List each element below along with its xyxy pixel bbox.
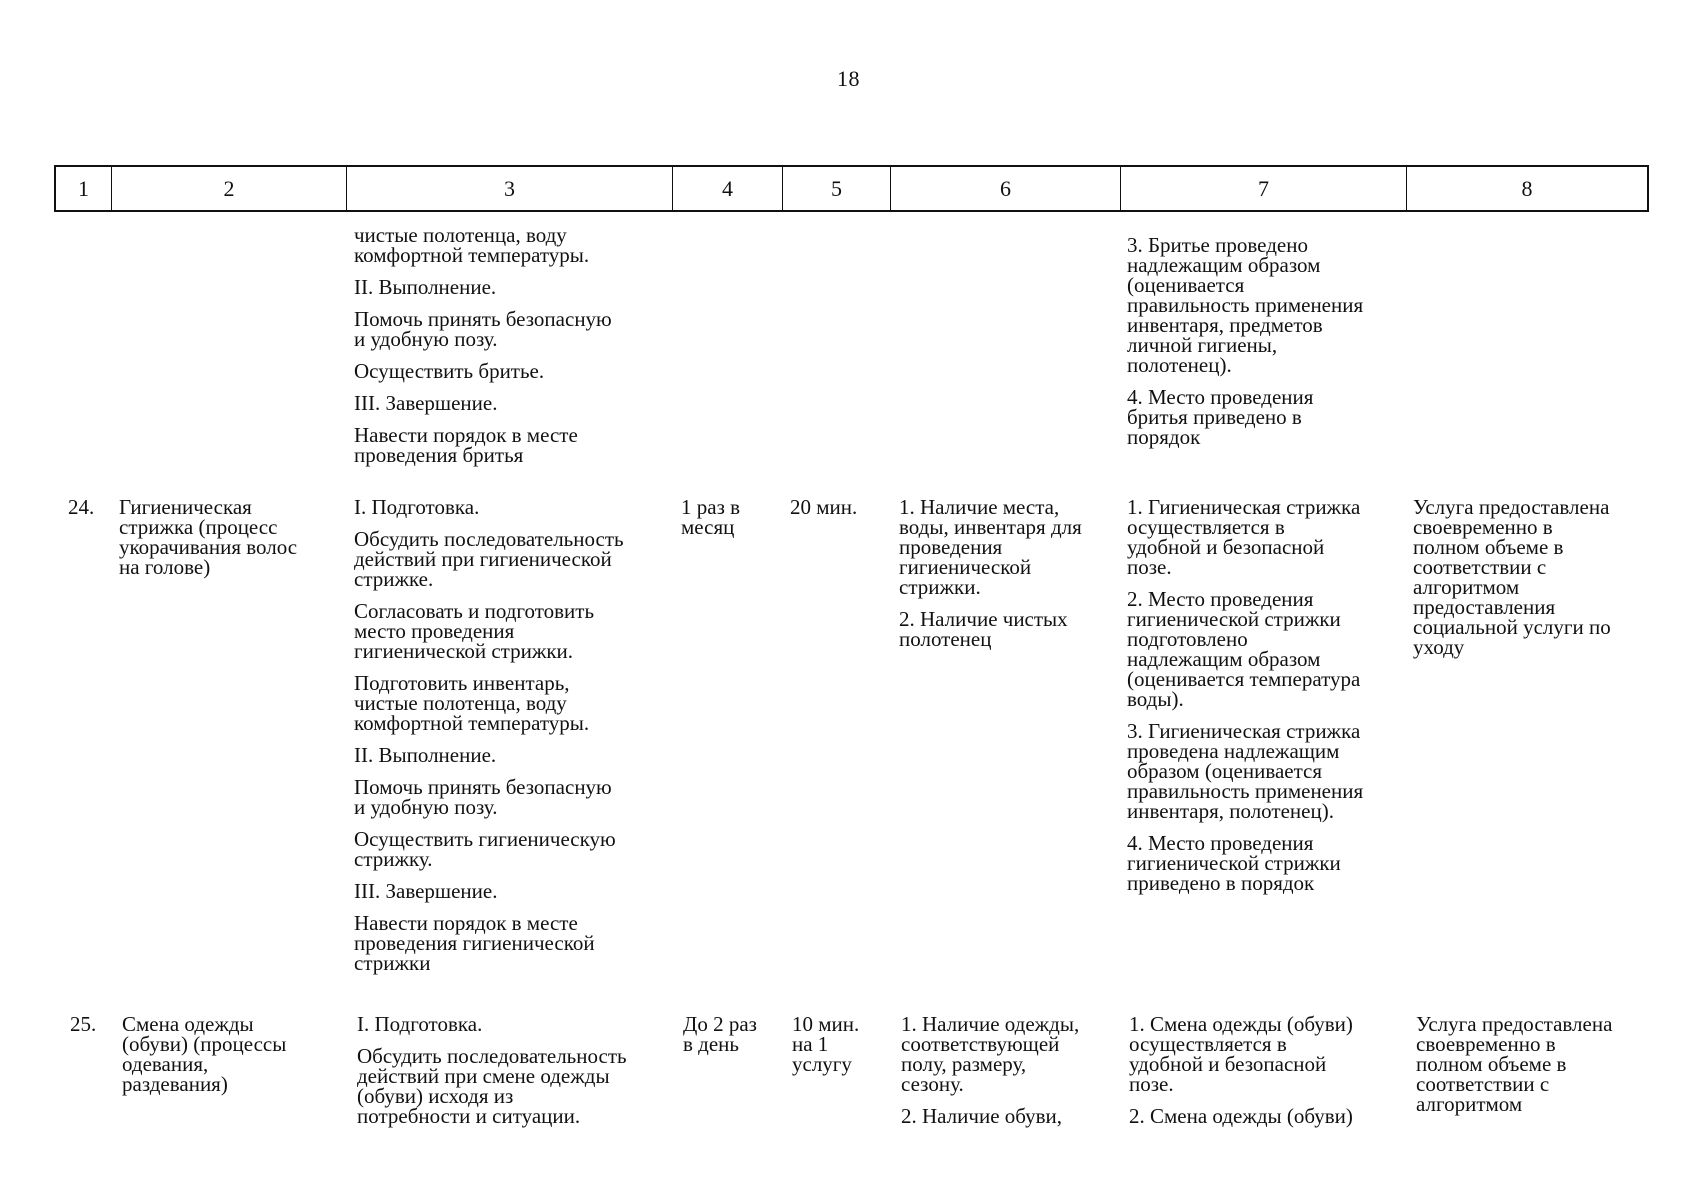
header-cell-6: 6 — [891, 167, 1121, 210]
duration-24: 20 мин. — [790, 495, 858, 519]
header-cell-2: 2 — [112, 167, 347, 210]
step-item: II. Выполнение. — [354, 743, 497, 767]
quality-item: 2. Смена одежды (обуви) — [1129, 1104, 1353, 1128]
continuation-step: III. Завершение. — [354, 391, 498, 415]
table-header-row — [54, 165, 1649, 212]
step-item: I. Подготовка. — [354, 495, 480, 519]
step-item: I. Подготовка. — [357, 1012, 483, 1036]
quality-item: 4. Место проведения гигиенической стрижки приведено в порядок — [1127, 831, 1341, 895]
step-item: Осуществить гигиеническую стрижку. — [354, 827, 616, 871]
continuation-quality-cell — [1127, 235, 1412, 447]
service-name-25: Смена одежды (обуви) (процессы одевания, раздевания) — [122, 1012, 287, 1096]
service-steps-24 — [354, 497, 674, 973]
quality-24 — [1127, 497, 1412, 893]
header-cell-1: 1 — [56, 167, 112, 210]
condition-item: 1. Наличие одежды, соответствующей полу, размеру, сезону. — [901, 1012, 1080, 1096]
quality-25 — [1129, 1014, 1414, 1126]
step-item: Подготовить инвентарь, чистые полотенца, воду комфортной температуры. — [354, 671, 590, 735]
continuation-quality-item: 4. Место проведения бритья приведено в порядок — [1127, 385, 1314, 449]
continuation-step: II. Выполнение. — [354, 275, 497, 299]
continuation-quality-item: 3. Бритье проведено надлежащим образом (оценивается правильность применения инвентаря, предметов личной гигиены, полотенец). — [1127, 233, 1364, 377]
service-name-24: Гигиеническая стрижка (процесс укорачивания волос на голове) — [119, 495, 298, 579]
step-item: Обсудить последовательность действий при смене одежды (обуви) исходя из потребности и ситуации. — [357, 1044, 627, 1128]
continuation-step: Помочь принять безопасную и удобную позу. — [354, 307, 612, 351]
conditions-25 — [901, 1014, 1126, 1126]
page-number: 18 — [837, 66, 860, 91]
quality-item: 3. Гигиеническая стрижка проведена надлежащим образом (оценивается правильность применения инвентаря, полотенец). — [1127, 719, 1364, 823]
condition-item: 2. Наличие обуви, — [901, 1104, 1063, 1128]
header-cell-5: 5 — [783, 167, 891, 210]
condition-item: 1. Наличие места, воды, инвентаря для проведения гигиенической стрижки. — [899, 495, 1082, 599]
evaluation-25: Услуга предоставлена своевременно в полном объеме в соответствии с алгоритмом — [1416, 1012, 1613, 1116]
service-steps-25 — [357, 1014, 677, 1126]
header-cell-7: 7 — [1121, 167, 1407, 210]
step-item: Обсудить последовательность действий при гигиенической стрижке. — [354, 527, 624, 591]
continuation-step: чистые полотенца, воду комфортной температуры. — [354, 223, 590, 267]
row-number-25: 25. — [70, 1012, 97, 1036]
step-item: Помочь принять безопасную и удобную позу. — [354, 775, 612, 819]
quality-item: 1. Смена одежды (обуви) осуществляется в удобной и безопасной позе. — [1129, 1012, 1353, 1096]
conditions-24 — [899, 497, 1124, 649]
quality-item: 1. Гигиеническая стрижка осуществляется в удобной и безопасной позе. — [1127, 495, 1361, 579]
step-item: Навести порядок в месте проведения гигиенической стрижки — [354, 911, 595, 975]
row-number-24: 24. — [68, 495, 95, 519]
evaluation-24: Услуга предоставлена своевременно в полном объеме в соответствии с алгоритмом предоставления социальной услуги по уходу — [1413, 495, 1611, 659]
header-cell-3: 3 — [347, 167, 673, 210]
condition-item: 2. Наличие чистых полотенец — [899, 607, 1068, 651]
header-cell-8: 8 — [1521, 175, 1533, 201]
duration-25: 10 мин. на 1 услугу — [792, 1012, 860, 1076]
quality-item: 2. Место проведения гигиенической стрижки подготовлено надлежащим образом (оценивается температура воды). — [1127, 587, 1361, 711]
continuation-steps-cell — [354, 225, 674, 465]
frequency-25: До 2 раз в день — [683, 1012, 757, 1056]
step-item: III. Завершение. — [354, 879, 498, 903]
header-cell-4: 4 — [673, 167, 783, 210]
frequency-24: 1 раз в месяц — [681, 495, 741, 539]
continuation-step: Осуществить бритье. — [354, 359, 545, 383]
step-item: Согласовать и подготовить место проведения гигиенической стрижки. — [354, 599, 595, 663]
continuation-step: Навести порядок в месте проведения бритья — [354, 423, 578, 467]
